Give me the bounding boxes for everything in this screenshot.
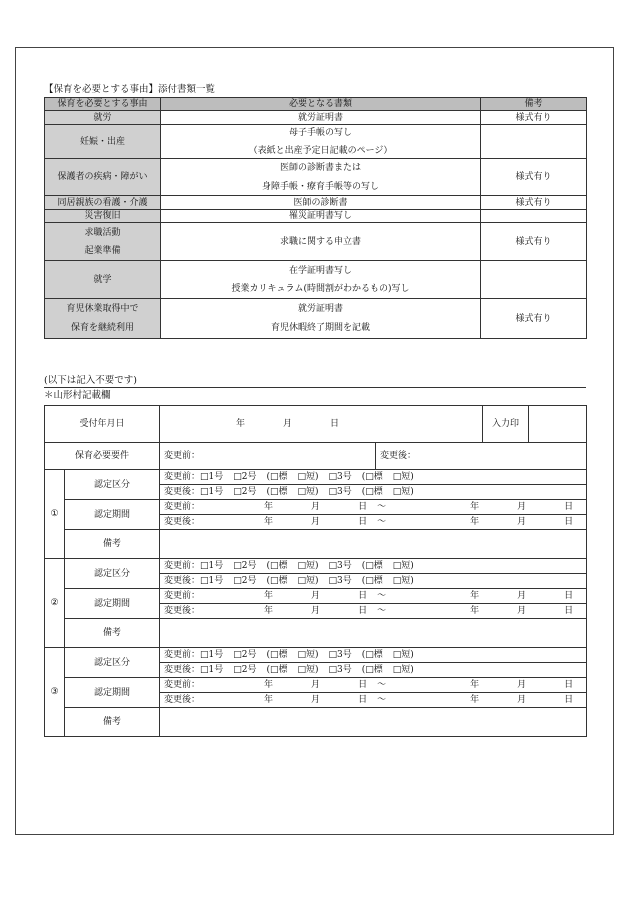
option-standard: (□標: [361, 472, 383, 482]
remarks-value: [160, 530, 587, 559]
option-short: □短): [392, 472, 414, 482]
input-stamp-box: [529, 406, 587, 443]
doc-line: 母子手帳の写し: [288, 127, 352, 138]
doc-cell: 医師の診断書: [161, 196, 481, 210]
year-unit: 年: [470, 680, 480, 690]
option-2: □2号: [233, 576, 257, 586]
period-values: [160, 678, 587, 708]
day-unit: 日: [330, 419, 340, 429]
reason-line: 起業準備: [84, 245, 121, 256]
option-standard: (□標: [266, 561, 288, 571]
note-cell: 様式有り: [481, 111, 587, 125]
before-label: 変更前：: [164, 650, 201, 660]
doc-line: （表紙と出産予定日記載のページ）: [248, 145, 393, 156]
range-tilde: ～: [377, 695, 387, 705]
day-unit: 日: [358, 502, 368, 512]
option-3: □3号: [328, 472, 352, 482]
option-short: □短): [297, 650, 319, 660]
group-number: ③: [45, 648, 65, 737]
option-2: □2号: [233, 650, 257, 660]
option-standard: (□標: [266, 487, 288, 497]
option-short: □短): [392, 561, 414, 571]
period-after-line: [160, 692, 586, 707]
period-before-line: [160, 500, 586, 514]
remarks-value: [160, 708, 587, 737]
range-tilde: ～: [377, 502, 387, 512]
year-unit: 年: [470, 517, 480, 527]
attachments-table: [44, 97, 587, 339]
received-date-label: 受付年月日: [45, 406, 160, 443]
doc-cell: 罹災証明書写し: [161, 210, 481, 223]
month-unit: 月: [311, 606, 321, 616]
header-documents: 必要となる書類: [161, 98, 481, 111]
day-unit: 日: [564, 680, 574, 690]
category-after-line: [160, 662, 586, 677]
category-values: [160, 559, 587, 589]
year-unit: 年: [470, 606, 480, 616]
option-standard: (□標: [266, 472, 288, 482]
period-before-line: [160, 678, 586, 692]
option-2: □2号: [233, 472, 257, 482]
month-unit: 月: [311, 695, 321, 705]
after-label: 変更後：: [164, 576, 201, 586]
option-standard: (□標: [361, 561, 383, 571]
day-unit: 日: [564, 695, 574, 705]
option-short: □短): [297, 487, 319, 497]
reason-cell: [45, 299, 161, 339]
option-standard: (□標: [266, 665, 288, 675]
month-unit: 月: [311, 517, 321, 527]
period-after-line: [160, 603, 586, 618]
after-label: 変更後：: [164, 606, 201, 616]
month-unit: 月: [311, 502, 321, 512]
after-label: 変更後：: [164, 665, 201, 675]
option-2: □2号: [233, 487, 257, 497]
header-reason: 保育を必要とする事由: [45, 98, 161, 111]
doc-cell: 求職に関する申立書: [161, 223, 481, 261]
year-unit: 年: [470, 502, 480, 512]
remarks-label: 備考: [65, 619, 160, 648]
option-3: □3号: [328, 561, 352, 571]
doc-cell: [161, 159, 481, 196]
option-1: □1号: [200, 665, 224, 675]
doc-line: 在学証明書写し: [288, 265, 352, 276]
option-1: □1号: [200, 576, 224, 586]
before-label: 変更前：: [164, 561, 201, 571]
doc-line: 身障手帳・療育手帳等の写し: [261, 181, 379, 192]
year-unit: 年: [264, 606, 274, 616]
year-unit: 年: [470, 695, 480, 705]
period-values: [160, 589, 587, 619]
reason-cell: [45, 223, 161, 261]
month-unit: 月: [517, 591, 527, 601]
reason-cell: 就労: [45, 111, 161, 125]
doc-line: 就労証明書: [297, 304, 343, 314]
day-unit: 日: [358, 695, 368, 705]
day-unit: 日: [358, 517, 368, 527]
option-1: □1号: [200, 487, 224, 497]
before-label: 変更前：: [164, 472, 201, 482]
month-unit: 月: [517, 606, 527, 616]
doc-line: 医師の診断書または: [279, 162, 361, 173]
option-short: □短): [392, 665, 414, 675]
note-cell: [481, 261, 587, 299]
received-date-value: [160, 406, 483, 443]
section-title-village: ＊山形村記載欄: [44, 390, 111, 401]
requirement-after: 変更後：: [376, 443, 587, 470]
month-unit: 月: [517, 680, 527, 690]
option-short: □短): [297, 576, 319, 586]
note-cell: 様式有り: [481, 223, 587, 261]
month-unit: 月: [311, 591, 321, 601]
option-short: □短): [392, 650, 414, 660]
category-values: [160, 470, 587, 500]
option-standard: (□標: [266, 650, 288, 660]
period-label: 認定期間: [65, 500, 160, 530]
group-number: ①: [45, 470, 65, 559]
option-1: □1号: [200, 472, 224, 482]
year-unit: 年: [470, 591, 480, 601]
day-unit: 日: [358, 606, 368, 616]
group-number: ②: [45, 559, 65, 648]
category-after-line: [160, 484, 586, 499]
doc-cell: 就労証明書: [161, 111, 481, 125]
option-3: □3号: [328, 650, 352, 660]
doc-cell: [161, 125, 481, 159]
note-cell: [481, 210, 587, 223]
category-label: 認定区分: [65, 470, 160, 500]
before-label: 変更前：: [164, 502, 201, 512]
category-before-line: [160, 648, 586, 662]
input-stamp-label: 入力印: [483, 406, 529, 443]
option-standard: (□標: [361, 576, 383, 586]
option-3: □3号: [328, 487, 352, 497]
month-unit: 月: [311, 680, 321, 690]
category-label: 認定区分: [65, 648, 160, 678]
remarks-label: 備考: [65, 530, 160, 559]
day-unit: 日: [564, 502, 574, 512]
option-standard: (□標: [361, 665, 383, 675]
reason-line: 求職活動: [84, 227, 121, 238]
before-label: 変更前：: [164, 591, 201, 601]
day-unit: 日: [358, 680, 368, 690]
option-2: □2号: [233, 665, 257, 675]
category-after-line: [160, 573, 586, 588]
village-record-table: [44, 405, 587, 737]
month-unit: 月: [283, 419, 293, 429]
before-label: 変更前：: [164, 680, 201, 690]
reason-line: 育児休業取得中で: [66, 304, 139, 314]
option-standard: (□標: [361, 650, 383, 660]
option-2: □2号: [233, 561, 257, 571]
option-1: □1号: [200, 561, 224, 571]
day-unit: 日: [358, 591, 368, 601]
reason-cell: 災害復旧: [45, 210, 161, 223]
doc-line: 育児休暇終了期間を記載: [270, 323, 370, 333]
header-notes: 備考: [481, 98, 587, 111]
range-tilde: ～: [377, 606, 387, 616]
after-label: 変更後：: [164, 517, 201, 527]
reason-cell: 保護者の疾病・障がい: [45, 159, 161, 196]
year-unit: 年: [264, 680, 274, 690]
option-1: □1号: [200, 650, 224, 660]
reason-cell: 就学: [45, 261, 161, 299]
year-unit: 年: [236, 419, 246, 429]
section-title-attachments: 【保育を必要とする事由】添付書類一覧: [44, 84, 216, 95]
remarks-value: [160, 619, 587, 648]
option-3: □3号: [328, 576, 352, 586]
category-label: 認定区分: [65, 559, 160, 589]
option-standard: (□標: [266, 576, 288, 586]
after-label: 変更後：: [164, 487, 201, 497]
not-required-note: (以下は記入不要です): [44, 375, 137, 386]
period-label: 認定期間: [65, 678, 160, 708]
note-cell: [481, 125, 587, 159]
reason-cell: 同居親族の看護・介護: [45, 196, 161, 210]
doc-cell: [161, 261, 481, 299]
period-after-line: [160, 514, 586, 529]
note-cell: 様式有り: [481, 159, 587, 196]
option-short: □短): [297, 561, 319, 571]
requirement-before: 変更前：: [160, 443, 376, 470]
note-cell: 様式有り: [481, 299, 587, 339]
period-label: 認定期間: [65, 589, 160, 619]
month-unit: 月: [517, 517, 527, 527]
after-label: 変更後：: [164, 695, 201, 705]
option-3: □3号: [328, 665, 352, 675]
reason-line: 保育を継続利用: [70, 323, 134, 333]
period-before-line: [160, 589, 586, 603]
month-unit: 月: [517, 695, 527, 705]
day-unit: 日: [564, 591, 574, 601]
option-short: □短): [297, 472, 319, 482]
month-unit: 月: [517, 502, 527, 512]
range-tilde: ～: [377, 517, 387, 527]
category-before-line: [160, 470, 586, 484]
reason-cell: 妊娠・出産: [45, 125, 161, 159]
option-short: □短): [297, 665, 319, 675]
year-unit: 年: [264, 695, 274, 705]
period-values: [160, 500, 587, 530]
range-tilde: ～: [377, 591, 387, 601]
divider: [44, 387, 586, 388]
doc-line: 授業カリキュラム(時間割がわかるもの)写し: [231, 283, 410, 294]
year-unit: 年: [264, 517, 274, 527]
doc-cell: [161, 299, 481, 339]
note-cell: 様式有り: [481, 196, 587, 210]
option-standard: (□標: [361, 487, 383, 497]
range-tilde: ～: [377, 680, 387, 690]
requirement-label: 保育必要要件: [45, 443, 160, 470]
category-before-line: [160, 559, 586, 573]
year-unit: 年: [264, 502, 274, 512]
option-short: □短): [392, 487, 414, 497]
day-unit: 日: [564, 606, 574, 616]
option-short: □短): [392, 576, 414, 586]
category-values: [160, 648, 587, 678]
year-unit: 年: [264, 591, 274, 601]
remarks-label: 備考: [65, 708, 160, 737]
day-unit: 日: [564, 517, 574, 527]
